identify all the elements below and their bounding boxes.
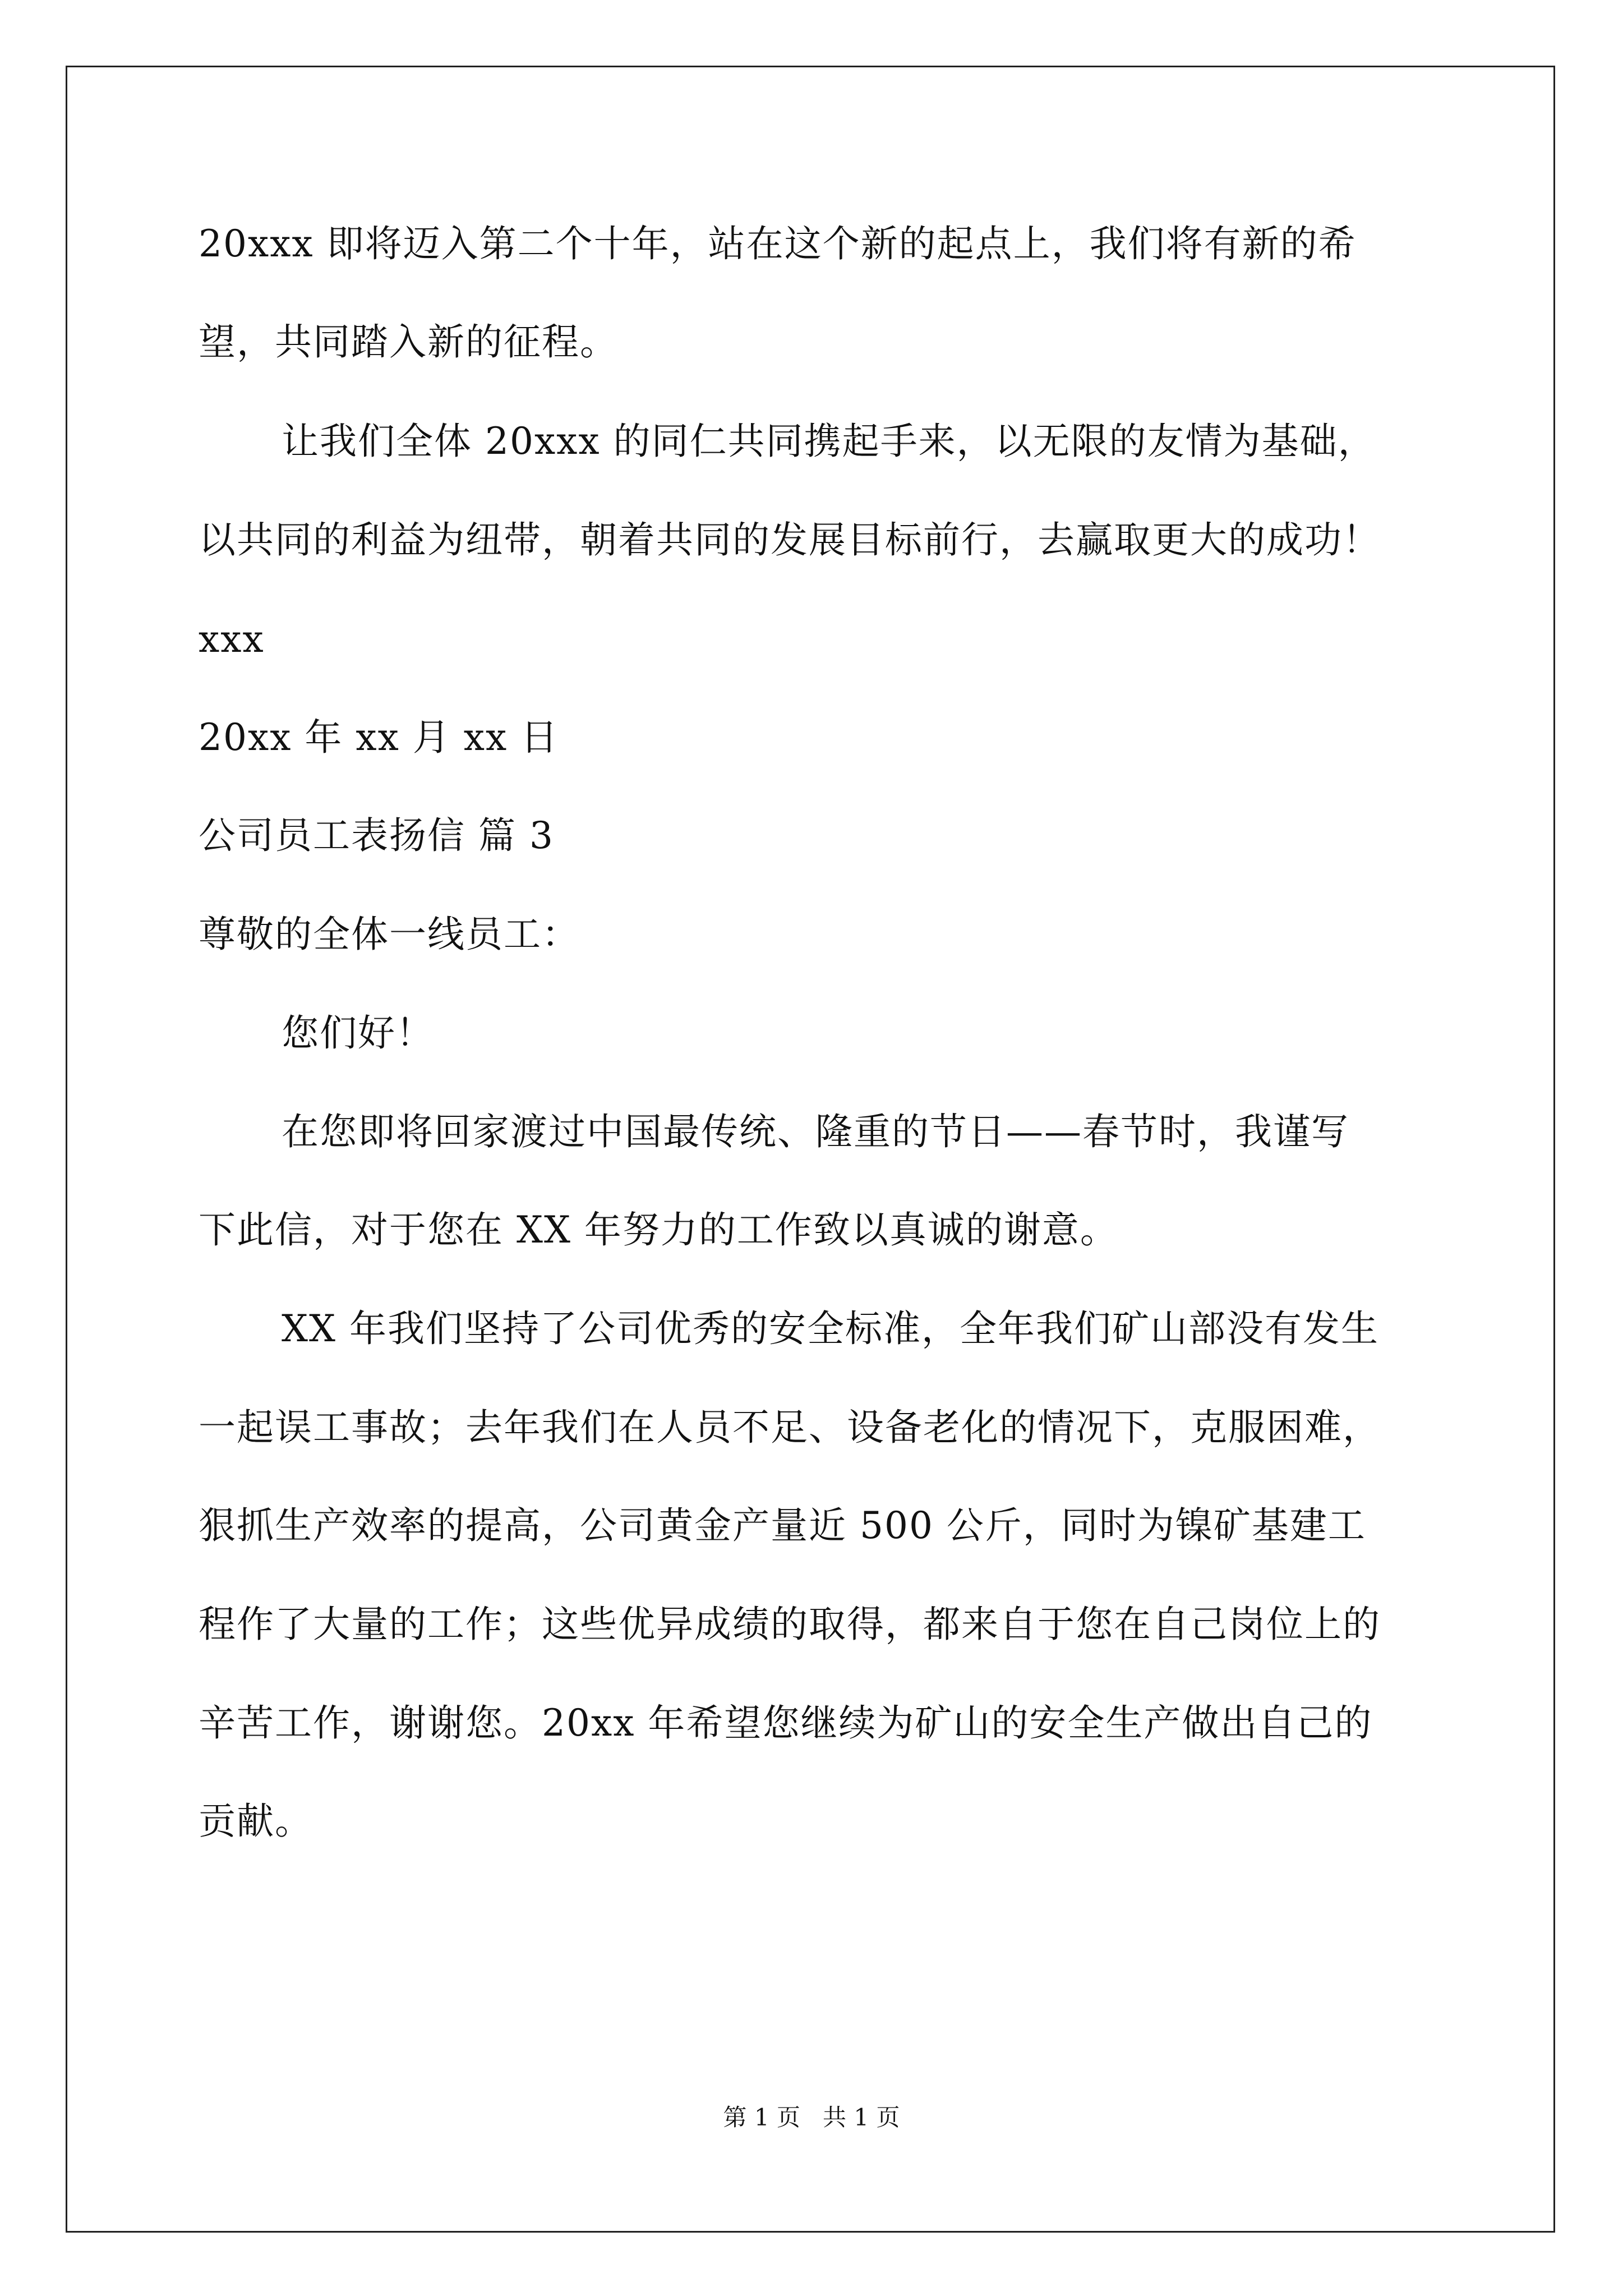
paragraph-line: 望，共同踏入新的征程。 xyxy=(199,320,618,364)
page-footer: 第 1 页 共 1 页 xyxy=(723,2104,900,2131)
paragraph-line: 下此信，对于您在 XX 年努力的工作致以真诚的谢意。 xyxy=(199,1208,1118,1251)
salutation: 尊敬的全体一线员工： xyxy=(199,913,580,956)
paragraph-line: 让我们全体 20xxx 的同仁共同携起手来，以无限的友情为基础， xyxy=(282,420,1376,463)
greeting: 您们好！ xyxy=(282,1011,434,1055)
paragraph-line: XX 年我们坚持了公司优秀的安全标准，全年我们矿山部没有发生 xyxy=(282,1307,1379,1350)
paragraph-line: 在您即将回家渡过中国最传统、隆重的节日——春节时，我谨写 xyxy=(282,1110,1349,1153)
paragraph-line: 一起误工事故；去年我们在人员不足、设备老化的情况下，克服困难， xyxy=(199,1406,1381,1449)
signature-date: 20xx 年 xx 月 xx 日 xyxy=(199,716,559,759)
paragraph-line: 贡献。 xyxy=(199,1800,313,1843)
signature-name: xxx xyxy=(199,618,265,661)
paragraph-line: 辛苦工作，谢谢您。20xx 年希望您继续为矿山的安全生产做出自己的 xyxy=(199,1701,1373,1745)
paragraph-line: 程作了大量的工作；这些优异成绩的取得，都来自于您在自己岗位上的 xyxy=(199,1603,1381,1646)
paragraph-line: 狠抓生产效率的提高，公司黄金产量近 500 公斤，同时为镍矿基建工 xyxy=(199,1504,1366,1547)
paragraph-line: 20xxx 即将迈入第二个十年，站在这个新的起点上，我们将有新的希 xyxy=(199,222,1357,265)
paragraph-line: 以共同的利益为纽带，朝着共同的发展目标前行，去赢取更大的成功！ xyxy=(199,518,1381,562)
section-heading: 公司员工表扬信 篇 3 xyxy=(199,814,554,857)
